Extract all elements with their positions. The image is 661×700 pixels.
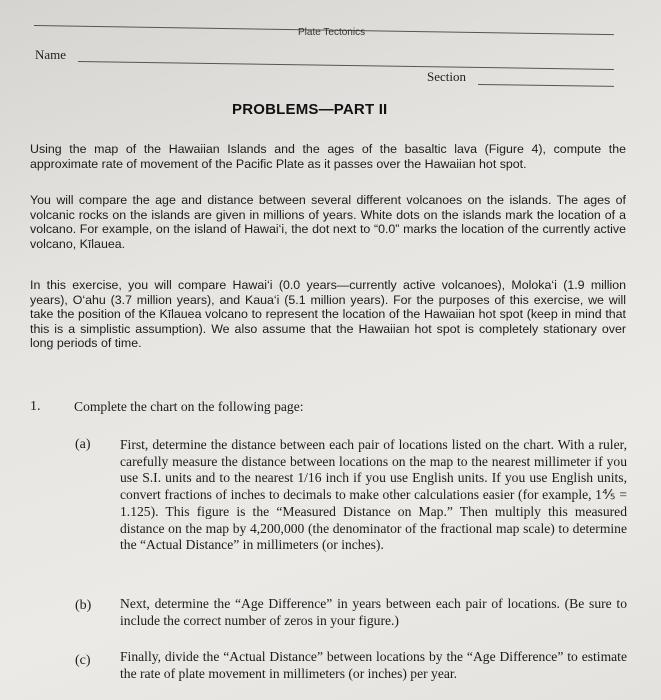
intro-paragraph: Using the map of the Hawaiian Islands and the ages of the basaltic lava (Figure 4), compute the approximate rate of movement of the Pacific Plate as it passes over the Hawaiian hot spot.	[30, 142, 626, 171]
name-label: Name	[35, 47, 67, 62]
question-text: Complete the chart on the following page:	[74, 399, 304, 414]
part-c-label: (c)	[75, 653, 91, 668]
part-a-text: First, determine the distance between each pair of locations listed on the chart. With a ruler, carefully measure the distance between locations on the map to the nearest millimeter if you use S.I. units and to the nearest 1/16 inch if you use English units. If you use English units, convert fractions of inches to decimals to make other calculations easier (for example, 1⅘ = 1.125). This figure is the “Measured Distance on Map.” Then multiply this measured distance on the map by 4,200,000 (the denominator of the fractional map scale) to determine the “Actual Distance” in millimeters (or inches).	[120, 437, 627, 553]
header-title: Plate Tectonics	[298, 27, 366, 38]
comparison-paragraph: You will compare the age and distance between several different volcanoes on the islands. The ages of volcanic rocks on the islands are given in millions of years. White dots on the islands mark the location of a volcano. For example, on the island of Hawai‘i, the dot next to “0.0” marks the location of the currently active volcano, Kīlauea.	[30, 193, 626, 251]
page-heading: PROBLEMS—PART II	[232, 101, 388, 118]
exercise-paragraph: In this exercise, you will compare Hawai‘i (0.0 years—currently active volcanoes), Moloka‘i (1.9 million years), O‘ahu (3.7 million years), and Kaua‘i (5.1 million years). For the purposes of this exercise, we will take the position of the Kīlauea volcano to represent the location of the Hawaiian hot spot (keep in mind that this is a simplistic assumption). We also assume that the Hawaiian hot spot is completely stationary over long periods of time.	[30, 278, 626, 350]
section-label: Section	[427, 69, 466, 84]
name-line	[78, 61, 614, 70]
question-number: 1.	[30, 399, 41, 414]
section-line	[478, 84, 614, 87]
part-b-label: (b)	[75, 598, 92, 613]
part-a-label: (a)	[75, 437, 91, 452]
part-b-text: Next, determine the “Age Difference” in years between each pair of locations. (Be sure to include the correct number of zeros in your figure.)	[120, 596, 627, 628]
part-c-text: Finally, divide the “Actual Distance” between locations by the “Age Difference” to estimate the rate of plate movement in millimeters (or inches) per year.	[120, 649, 627, 681]
